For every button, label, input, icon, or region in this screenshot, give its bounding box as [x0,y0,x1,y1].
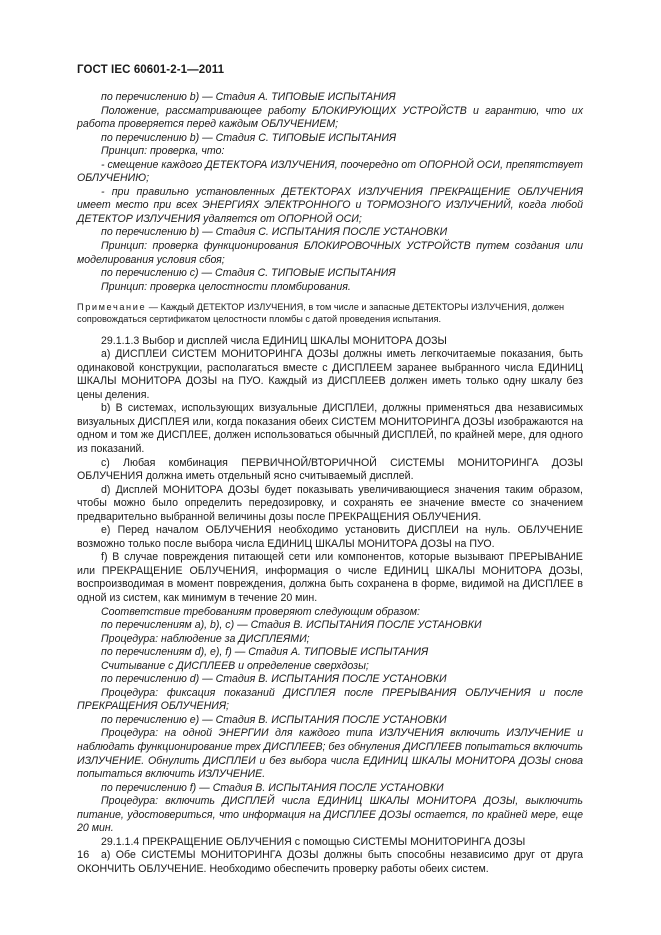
document-body [77,91,583,876]
paragraph: по перечислениям d), е), f) — Стадия А. ТИПОВЫЕ ИСПЫТАНИЯ [101,646,429,659]
paragraph: Процедура: включить ДИСПЛЕЙ числа ЕДИНИЦ ШКАЛЫ МОНИТОРА ДОЗЫ, выключить питание, удостовериться, что информация на ДИСПЛЕЕ ДОЗЫ остается, по крайней мере, еще 20 мин. [77,795,583,835]
paragraph: c) Любая комбинация ПЕРВИЧНОЙ/ВТОРИЧНОЙ СИСТЕМЫ МОНИТОРИНГА ДОЗЫ ОБЛУЧЕНИЯ должна иметь отдельный ясно считываемый дисплей. [77,456,583,483]
paragraph: по перечислению с) — Стадия С. ТИПОВЫЕ ИСПЫТАНИЯ [101,267,396,280]
paragraph: Процедура: на одной ЭНЕРГИИ для каждого типа ИЗЛУЧЕНИЯ включить ИЗЛУЧЕНИЕ и наблюдать функционирование трех ДИСПЛЕЕВ; без обнуления ДИСПЛЕЕВ попытаться включить ИЗЛУЧЕНИЕ. Обнулить ДИСПЛЕИ и без выбора числа ЕДИНИЦ ШКАЛЫ МОНИТОРА ДОЗЫ снова попытаться включить ИЗЛУЧЕНИЕ. [77,727,583,781]
paragraph: по перечислению b) — Стадия С. ТИПОВЫЕ ИСПЫТАНИЯ [101,131,397,144]
paragraph: d) Дисплей МОНИТОРА ДОЗЫ будет показывать увеличивающиеся значения таким образом, чтобы можно было определить передозировку, и сохранять ее значение вместе со значением предварительно выбранной величины дозы после ПРЕКРАЩЕНИЯ ОБЛУЧЕНИЯ. [77,483,583,523]
paragraph: Процедура: фиксация показаний ДИСПЛЕЯ после ПРЕРЫВАНИЯ ОБЛУЧЕНИЯ и после ПРЕКРАЩЕНИЯ ОБЛУЧЕНИЯ; [77,686,583,713]
paragraph: a) Обе СИСТЕМЫ МОНИТОРИНГА ДОЗЫ должны быть способны независимо друг от друга ОКОНЧИТЬ ОБЛУЧЕНИЕ. Необходимо обеспечить проверку работы обеих систем. [77,849,583,875]
paragraph: по перечислениям а), b), с) — Стадия В. ИСПЫТАНИЯ ПОСЛЕ УСТАНОВКИ [101,619,482,632]
document-header: ГОСТ IEC 60601-2-1—2011 [77,64,225,76]
note [77,301,583,325]
paragraph: a) ДИСПЛЕИ СИСТЕМ МОНИТОРИНГА ДОЗЫ должны иметь легкочитаемые показания, быть одинаковой конструкции, располагаться вместе с ДИСПЛЕЕМ заранее выбранного числа ЕДИНИЦ ШКАЛЫ МОНИТОРА ДОЗЫ на ПУО. Каждый из ДИСПЛЕЕВ должен иметь только одну шкалу без цены деления. [77,348,583,401]
paragraph: - смещение каждого ДЕТЕКТОРА ИЗЛУЧЕНИЯ, поочередно от ОПОРНОЙ ОСИ, препятствует ОБЛУЧЕНИЮ; [77,158,583,185]
paragraph: 29.1.1.3 Выбор и дисплей числа ЕДИНИЦ ШКАЛЫ МОНИТОРА ДОЗЫ [101,334,447,347]
paragraph: Принцип: проверка, что: [101,145,225,158]
note-text: — Каждый ДЕТЕКТОР ИЗЛУЧЕНИЯ, в том числе и запасные ДЕТЕКТОРЫ ИЗЛУЧЕНИЯ, должен сопровождаться сертификатом целостности пломбы с датой проведения испытания. [77,302,565,325]
paragraph: по перечислению b) — Стадия С. ИСПЫТАНИЯ ПОСЛЕ УСТАНОВКИ [101,226,448,239]
paragraph: Положение, рассматривающее работу БЛОКИРУЮЩИХ УСТРОЙСТВ и гарантию, что их работа проверяется перед каждым ОБЛУЧЕНИЕМ; [77,104,583,131]
paragraph: Соответствие требованиям проверяют следующим образом: [101,605,420,618]
paragraph: Принцип: проверка функционирования БЛОКИРОВОЧНЫХ УСТРОЙСТВ путем создания или моделирования условия сбоя; [77,240,583,266]
paragraph: - при правильно установленных ДЕТЕКТОРАХ ИЗЛУЧЕНИЯ ПРЕКРАЩЕНИЕ ОБЛУЧЕНИЯ имеет место при всех ЭНЕРГИЯХ ЭЛЕКТРОННОГО и ТОРМОЗНОГО ИЗЛУЧЕНИЙ, когда любой ДЕТЕКТОР ИЗЛУЧЕНИЯ удаляется от ОПОРНОЙ ОСИ; [77,185,583,225]
paragraph: f) В случае повреждения питающей сети или компонентов, которые вызывают ПРЕРЫВАНИЕ или ПРЕКРАЩЕНИЕ ОБЛУЧЕНИЯ, информация о числе ЕДИНИЦ ШКАЛЫ МОНИТОРА ДОЗЫ, воспроизводимая в момент повреждения, должна быть сохранена в форме, видимой на ДИСПЛЕЕ в одной из систем, как минимум в течение 20 мин. [77,551,583,604]
paragraph: Процедура: наблюдение за ДИСПЛЕЯМИ; [101,632,310,645]
paragraph: Принцип: проверка целостности пломбирования. [101,280,351,293]
test-procedures-block [77,91,583,294]
paragraph: b) В системах, использующих визуальные ДИСПЛЕИ, должны применяться два независимых визуальных ДИСПЛЕЯ или, когда показания обеих СИСТЕМ МОНИТОРИНГА ДОЗЫ изображаются на одном и том же ДИСПЛЕЕ, должен использоваться обычный ДИСПЛЕЙ, по крайней мере, для одного из показаний. [77,402,583,455]
paragraph: 29.1.1.4 ПРЕКРАЩЕНИЕ ОБЛУЧЕНИЯ с помощью СИСТЕМЫ МОНИТОРИНГА ДОЗЫ [101,835,526,848]
paragraph: по перечислению е) — Стадия В. ИСПЫТАНИЯ ПОСЛЕ УСТАНОВКИ [101,713,447,726]
paragraph: e) Перед началом ОБЛУЧЕНИЯ необходимо установить ДИСПЛЕИ на нуль. ОБЛУЧЕНИЕ возможно только после выбора числа ЕДИНИЦ ШКАЛЫ МОНИТОРА ДОЗЫ на ПУО. [77,524,583,550]
paragraph: Считывание с ДИСПЛЕЕВ и определение сверхдозы; [101,659,369,672]
paragraph: по перечислению d) — Стадия В. ИСПЫТАНИЯ ПОСЛЕ УСТАНОВКИ [101,673,447,686]
paragraph: по перечислению b) — Стадия А. ТИПОВЫЕ ИСПЫТАНИЯ [101,91,396,103]
paragraph: по перечислению f) — Стадия В. ИСПЫТАНИЯ ПОСЛЕ УСТАНОВКИ [101,781,444,794]
page-number: 16 [77,849,90,861]
note-label: Примечание [77,302,147,313]
section-29-1-1-3 [77,335,583,877]
